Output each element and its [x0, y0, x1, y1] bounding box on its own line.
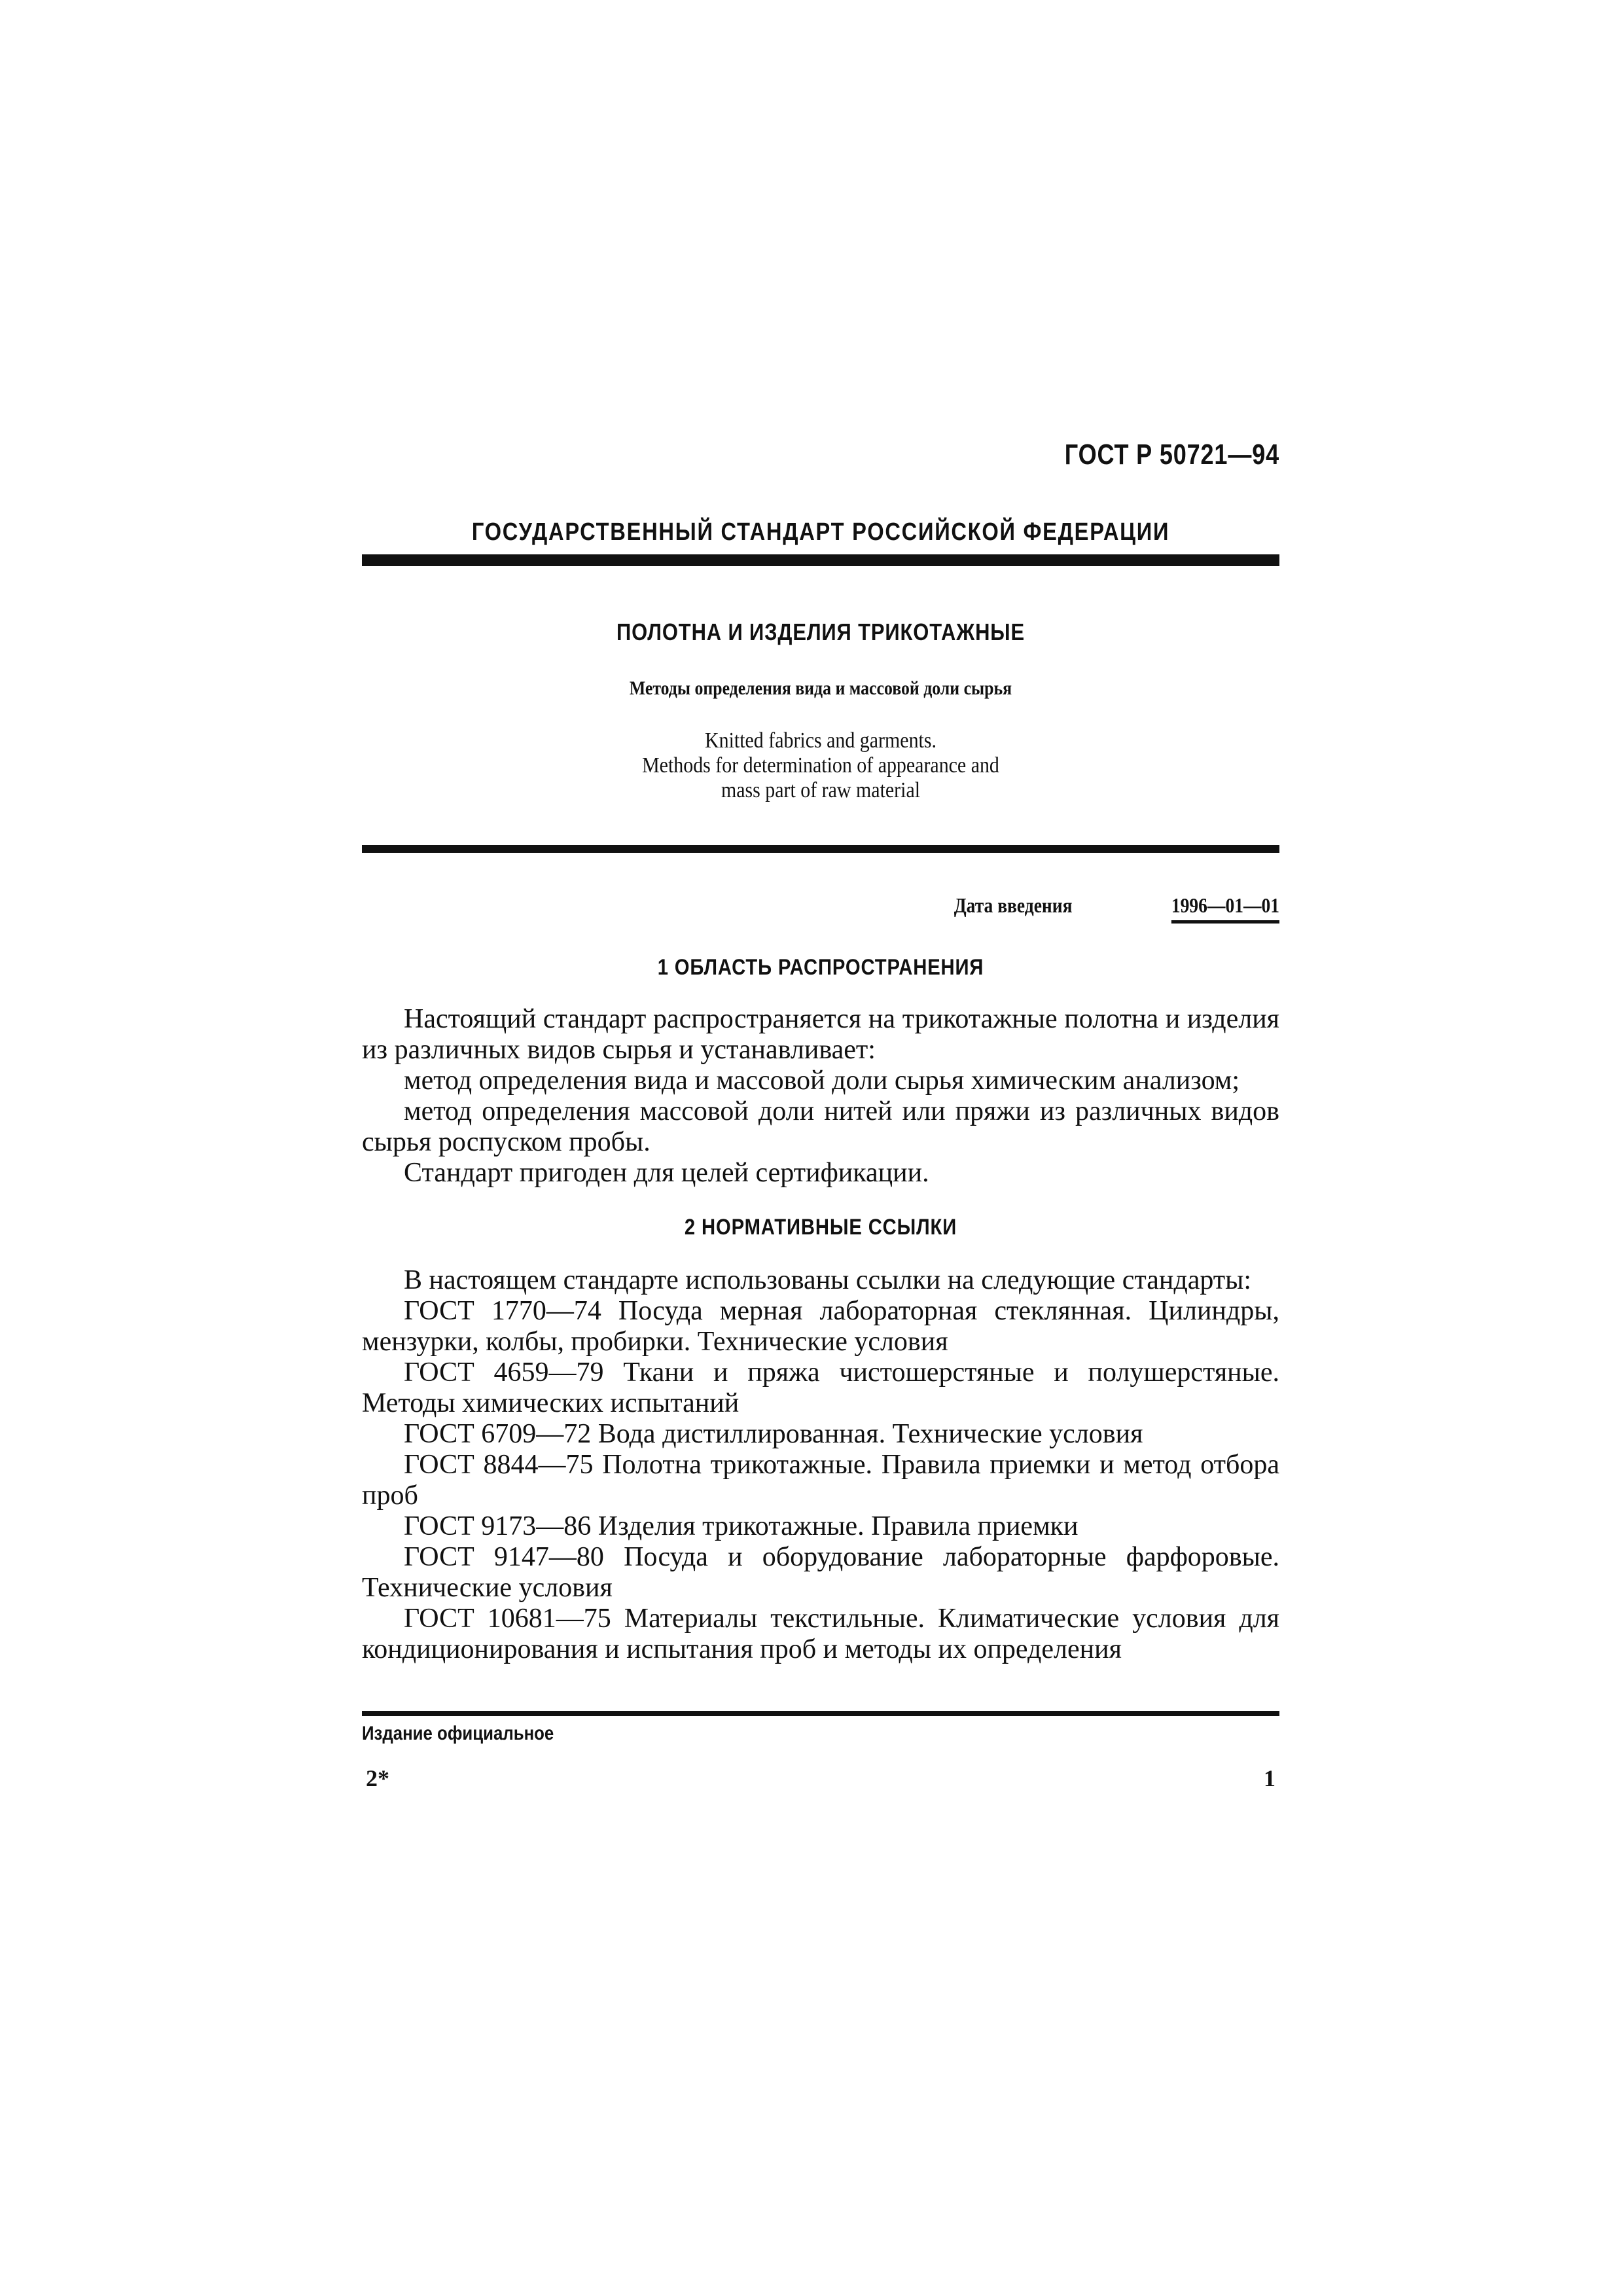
- reference-item: ГОСТ 1770—74 Посуда мерная лабораторная стеклянная. Цилиндры, мензурки, колбы, пробирки. Технические условия: [362, 1296, 1279, 1357]
- footer: [362, 1765, 1279, 1792]
- standard-number: ГОСТ Р 50721—94: [1064, 439, 1279, 471]
- paragraph: Настоящий стандарт распространяется на трикотажные полотна и изделия из различных видов сырья и устанавливает:: [362, 1004, 1279, 1065]
- section-2-body: [362, 1265, 1279, 1665]
- introduction-date-value: 1996—01—01: [1171, 893, 1279, 924]
- reference-item: ГОСТ 10681—75 Материалы текстильные. Климатические условия для кондиционирования и испытания проб и методы их определения: [362, 1604, 1279, 1664]
- state-standard-title: ГОСУДАРСТВЕННЫЙ СТАНДАРТ РОССИЙСКОЙ ФЕДЕРАЦИИ: [471, 518, 1170, 546]
- section-2-heading: 2 НОРМАТИВНЫЕ ССЫЛКИ: [684, 1215, 957, 1240]
- document-page: [362, 419, 1279, 1792]
- reference-item: ГОСТ 4659—79 Ткани и пряжа чистошерстяные и полушерстяные. Методы химических испытаний: [362, 1357, 1279, 1418]
- english-title: [417, 728, 1224, 803]
- reference-item: ГОСТ 9173—86 Изделия трикотажные. Правила приемки: [404, 1511, 1079, 1541]
- section-1-body: [362, 1004, 1279, 1189]
- english-title-line: Methods for determination of appearance and: [642, 753, 999, 778]
- paragraph: метод определения массовой доли нитей или пряжи из различных видов сырья роспуском пробы.: [362, 1096, 1279, 1157]
- introduction-date: [362, 893, 1279, 924]
- english-title-line: mass part of raw material: [721, 778, 921, 802]
- reference-item: ГОСТ 9147—80 Посуда и оборудование лабораторные фарфоровые. Технические условия: [362, 1542, 1279, 1603]
- reference-item: ГОСТ 8844—75 Полотна трикотажные. Правила приемки и метод отбора проб: [362, 1450, 1279, 1511]
- english-title-line: Knitted fabrics and garments.: [705, 728, 936, 753]
- section-1-heading: 1 ОБЛАСТЬ РАСПРОСТРАНЕНИЯ: [657, 955, 984, 980]
- document-title: ПОЛОТНА И ИЗДЕЛИЯ ТРИКОТАЖНЫЕ: [616, 619, 1025, 645]
- edition-label: Издание официальное: [362, 1723, 554, 1744]
- paragraph: метод определения вида и массовой доли сырья химическим анализом;: [404, 1066, 1240, 1096]
- reference-item: ГОСТ 6709—72 Вода дистиллированная. Технические условия: [404, 1419, 1143, 1449]
- signature-mark: 2*: [366, 1765, 389, 1791]
- paragraph: Стандарт пригоден для целей сертификации.: [404, 1158, 929, 1188]
- title-divider: [362, 845, 1279, 853]
- introduction-date-label: Дата введения: [954, 893, 1073, 917]
- page-number: 1: [1264, 1765, 1275, 1791]
- document-subtitle: Методы определения вида и массовой доли сырья: [629, 677, 1012, 699]
- header-divider: [362, 554, 1279, 566]
- paragraph: В настоящем стандарте использованы ссылки на следующие стандарты:: [404, 1265, 1252, 1295]
- footer-divider: [362, 1711, 1279, 1716]
